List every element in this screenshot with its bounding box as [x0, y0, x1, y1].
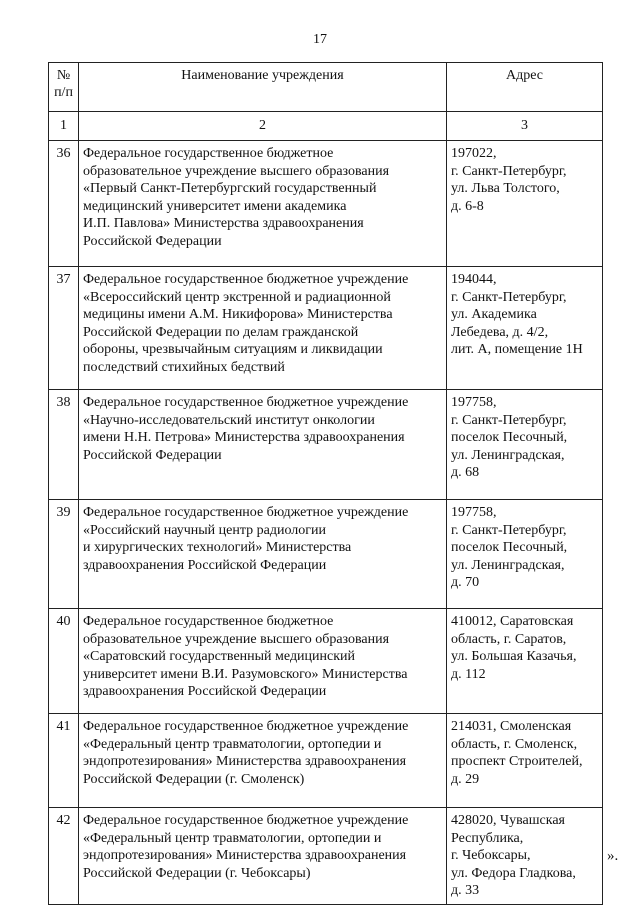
row-number: 41	[49, 714, 79, 808]
table-row	[49, 267, 603, 390]
header-name-label: Наименование учреждения	[181, 68, 344, 83]
header-name	[79, 63, 447, 112]
row-number: 42	[49, 808, 79, 905]
institution-name: Федеральное государственное бюджетное образовательное учреждение высшего образования «Саратовский государственный медицинский университет имени В.И. Разумовского» Министерства здравоохранения Российской Федерации	[79, 609, 447, 714]
row-number: 39	[49, 500, 79, 609]
institutions-table	[48, 62, 603, 905]
institution-address: 194044, г. Санкт-Петербург, ул. Академика Лебедева, д. 4/2, лит. А, помещение 1Н	[447, 267, 603, 390]
row-number: 36	[49, 141, 79, 267]
institution-address: 428020, Чувашская Республика, г. Чебоксары, ул. Федора Гладкова, д. 33	[447, 808, 603, 905]
row-number: 40	[49, 609, 79, 714]
institution-address: 410012, Саратовская область, г. Саратов, ул. Большая Казачья, д. 112	[447, 609, 603, 714]
header-number-label: № п/п	[54, 68, 73, 100]
table-row	[49, 609, 603, 714]
page-number: 17	[313, 32, 327, 47]
institution-address: 197758, г. Санкт-Петербург, поселок Песочный, ул. Ленинградская, д. 68	[447, 390, 603, 500]
institution-name: Федеральное государственное бюджетное образовательное учреждение высшего образования «Первый Санкт-Петербургский государственный медицинский университет имени академика И.П. Павлова» Министерства здравоохранения Российской Федерации	[79, 141, 447, 267]
table-row	[49, 714, 603, 808]
column-index-1: 1	[49, 112, 79, 141]
institution-address: 197758, г. Санкт-Петербург, поселок Песочный, ул. Ленинградская, д. 70	[447, 500, 603, 609]
table-header-row	[49, 63, 603, 112]
institution-name: Федеральное государственное бюджетное учреждение «Всероссийский центр экстренной и радиационной медицины имени А.М. Никифорова» Министерства Российской Федерации по делам гражданской обороны, чрезвычайным ситуациям и ликвидации последствий стихийных бедствий	[79, 267, 447, 390]
institution-name: Федеральное государственное бюджетное учреждение «Научно-исследовательский институт онкологии имени Н.Н. Петрова» Министерства здравоохранения Российской Федерации	[79, 390, 447, 500]
table-row	[49, 500, 603, 609]
column-index-row	[49, 112, 603, 141]
institution-name: Федеральное государственное бюджетное учреждение «Федеральный центр травматологии, ортопедии и эндопротезирования» Министерства здравоохранения Российской Федерации (г. Чебоксары)	[79, 808, 447, 905]
header-number	[49, 63, 79, 112]
column-index-3: 3	[447, 112, 603, 141]
institution-address: 197022, г. Санкт-Петербург, ул. Льва Толстого, д. 6-8	[447, 141, 603, 267]
header-address	[447, 63, 603, 112]
institution-name: Федеральное государственное бюджетное учреждение «Российский научный центр радиологии и хирургических технологий» Министерства здравоохранения Российской Федерации	[79, 500, 447, 609]
row-number: 38	[49, 390, 79, 500]
row-number: 37	[49, 267, 79, 390]
header-address-label: Адрес	[505, 68, 543, 83]
institution-name: Федеральное государственное бюджетное учреждение «Федеральный центр травматологии, ортопедии и эндопротезирования» Министерства здравоохранения Российской Федерации (г. Смоленск)	[79, 714, 447, 808]
column-index-2: 2	[79, 112, 447, 141]
table-row	[49, 390, 603, 500]
table-row	[49, 808, 603, 905]
closing-quote-mark: ».	[607, 848, 619, 864]
table-row	[49, 141, 603, 267]
institution-address: 214031, Смоленская область, г. Смоленск, проспект Строителей, д. 29	[447, 714, 603, 808]
